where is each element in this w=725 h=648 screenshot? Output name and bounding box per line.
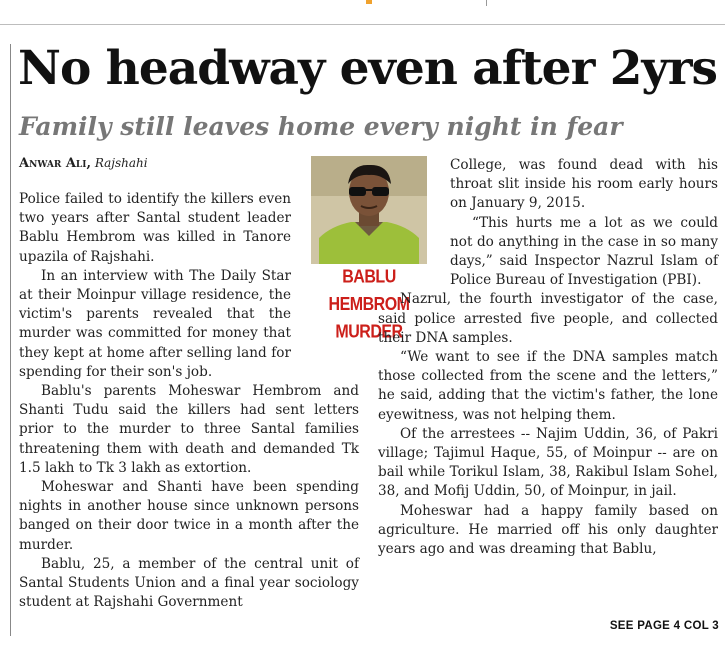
photo-caption-line-1: BABLU HEMBROM	[328, 267, 410, 315]
column-rule	[10, 44, 11, 636]
paragraph: Nazrul, the fourth investigator of the case, said police arrested five people, and collected their DNA samples.	[378, 291, 718, 346]
paragraph: “This hurts me a lot as we could not do anything in the case in so many days,” said Inspector Nazrul Islam of Police Bureau of Investigation (PBI).	[450, 214, 718, 289]
column-left-narrow-block-2	[19, 267, 291, 382]
headline: No headway even after 2yrs	[18, 41, 717, 96]
top-rule	[0, 24, 725, 25]
paragraph: Moheswar had a happy family based on agriculture. He married off his only daughter years ago and was dreaming that Bablu,	[378, 502, 718, 558]
paragraph: Police failed to identify the killers even two years after Santal student leader Bablu Hembrom was killed in Tanore upazila of Rajshahi.	[19, 191, 291, 265]
byline-author: Anwar Ali,	[19, 156, 91, 171]
paragraph: Moheswar and Shanti have been spending nights in another house since unknown persons banged on their door twice in a month after the murder.	[19, 479, 359, 553]
paragraph: “We want to see if the DNA samples match those collected from the scene and the letters,” he said, adding that the victim's father, the lone eyewitness, was not helping them.	[378, 349, 718, 423]
byline-place: Rajshahi	[94, 156, 148, 170]
article-column-left	[19, 190, 359, 612]
section-accent-mark	[366, 0, 372, 4]
continued-reference: SEE PAGE 4 COL 3	[609, 620, 719, 632]
article-column-right	[378, 156, 718, 559]
photo-caption-line-2: MURDER	[335, 322, 403, 343]
section-divider-tick	[486, 0, 487, 6]
paragraph: Of the arrestees -- Najim Uddin, 36, of Pakri village; Tajimul Haque, 55, of Moinpur -- are on bail while Torikul Islam, 38, Rakibul Islam Sohel, 38, and Mofij Uddin, 50, of Moinpur, in jail.	[378, 425, 718, 500]
subheadline: Family still leaves home every night in fear	[19, 112, 623, 141]
column-left-narrow-block	[19, 190, 291, 267]
paragraph: College, was found dead with his throat slit inside his room early hours on January 9, 2015.	[450, 157, 718, 212]
column-right-narrow-block	[450, 156, 718, 290]
paragraph: Bablu's parents Moheswar Hembrom and Shanti Tudu said the killers had sent letters prior to the murder to three Santal families threatening them with death and demanded Tk 1.5 lakh to Tk 3 lakh as extortion.	[19, 383, 359, 476]
paragraph: In an interview with The Daily Star at their Moinpur village residence, the victim's parents revealed that the murder was committed for money that they kept at home after selling land for spending for their son's job.	[19, 267, 291, 380]
paragraph: Bablu, 25, a member of the central unit of Santal Students Union and a final year sociology student at Rajshahi Government	[19, 555, 359, 611]
byline	[19, 154, 148, 173]
